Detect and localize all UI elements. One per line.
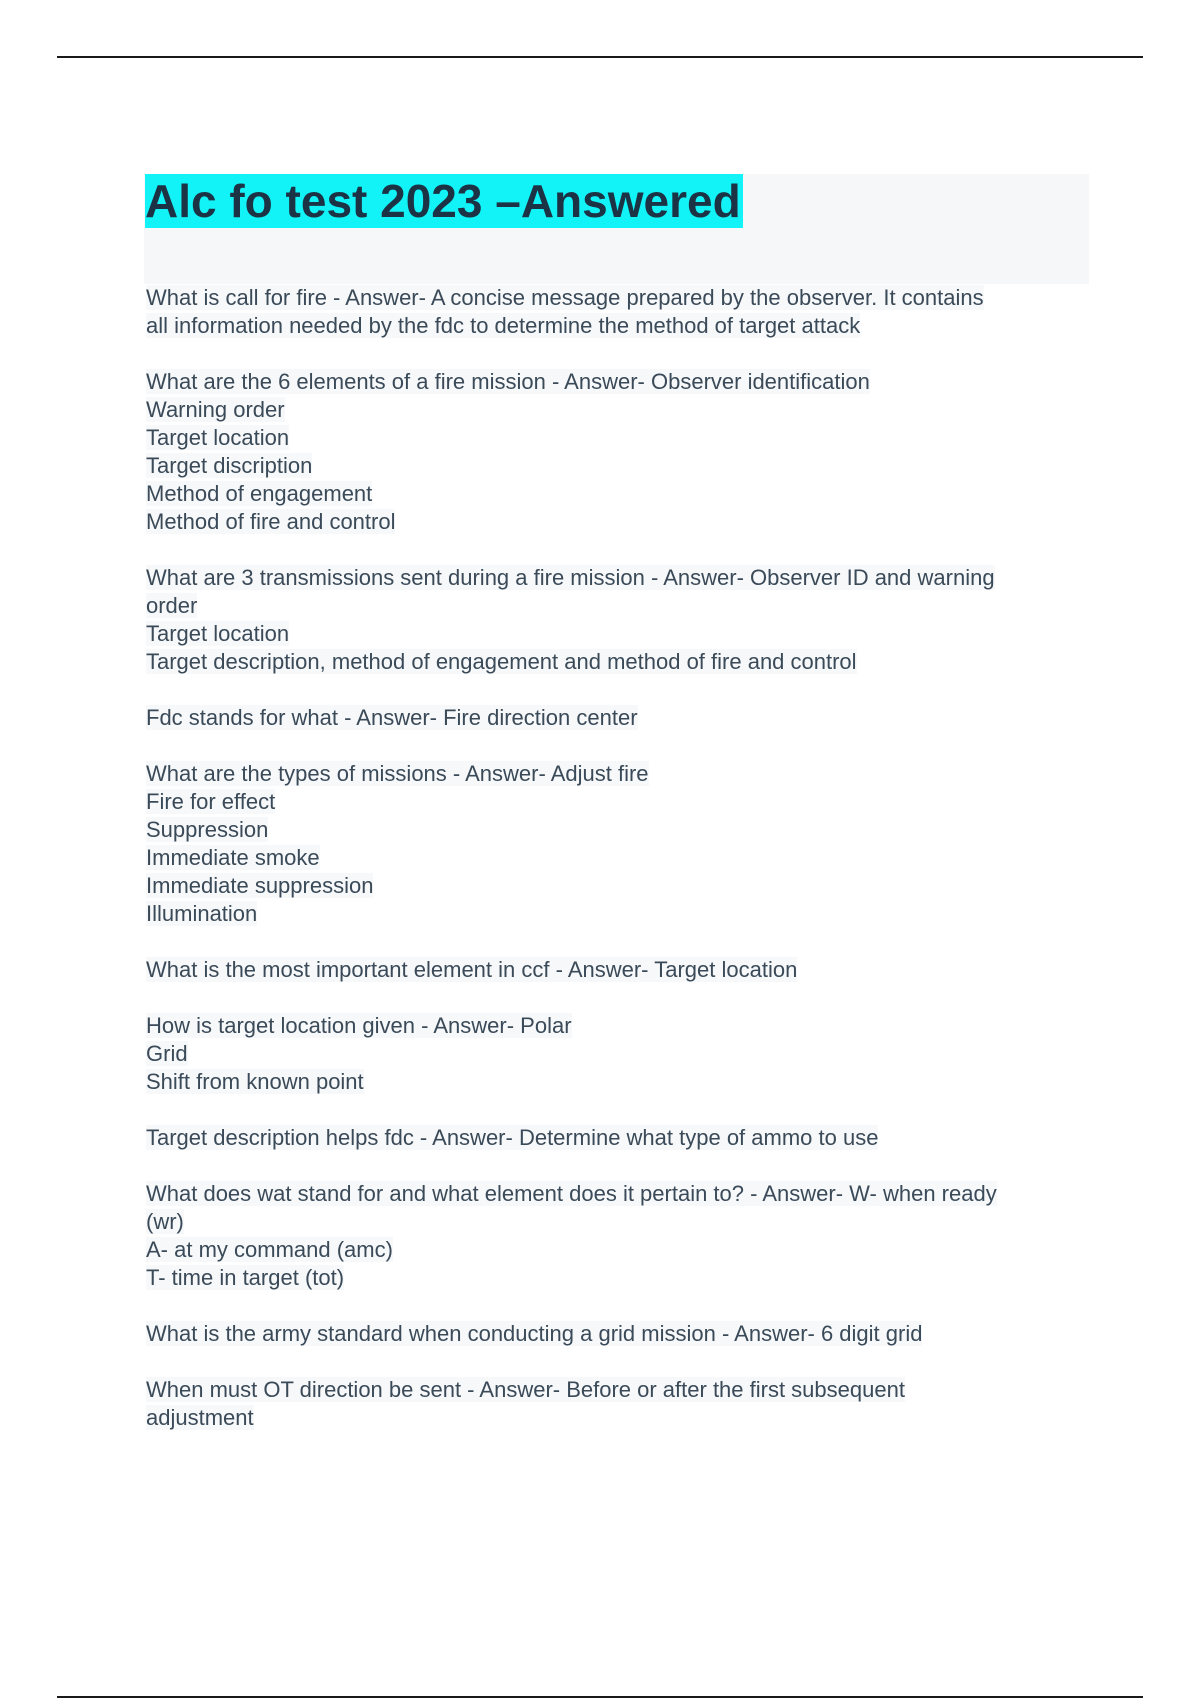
qa-item [146,1376,1091,1432]
header-rule [57,56,1143,58]
qa-item [146,1180,1091,1292]
qa-answer-line [146,620,1091,648]
qa-question-text: What are the 6 elements of a fire mission - Answer- Observer identification [146,369,870,394]
qa-item [146,284,1091,340]
qa-question [146,1124,1091,1152]
qa-answer-line [146,1068,1091,1096]
qa-answer-text: Shift from known point [146,1069,364,1094]
qa-question [146,1012,1091,1040]
qa-item [146,956,1091,984]
qa-question-text: What is the army standard when conducting a grid mission - Answer- 6 digit grid [146,1321,923,1346]
qa-answer-line [146,592,1091,620]
qa-question-text: When must OT direction be sent - Answer- Before or after the first subsequent [146,1377,905,1402]
qa-answer-text: Grid [146,1041,188,1066]
qa-answer-text: Target description, method of engagement and method of fire and control [146,649,857,674]
qa-list [146,284,1091,1460]
qa-answer-line [146,872,1091,900]
qa-question [146,1180,1091,1208]
qa-item [146,368,1091,536]
qa-answer-text: Method of engagement [146,481,373,506]
qa-answer-line [146,480,1091,508]
qa-question-text: What are 3 transmissions sent during a fire mission - Answer- Observer ID and warning [146,565,995,590]
qa-answer-text: Warning order [146,397,285,422]
qa-answer-text: (wr) [146,1209,184,1234]
qa-answer-line [146,1040,1091,1068]
qa-answer-line [146,844,1091,872]
qa-question-text: How is target location given - Answer- Polar [146,1013,572,1038]
qa-answer-line [146,396,1091,424]
qa-answer-text: Immediate smoke [146,845,320,870]
qa-answer-line [146,312,1091,340]
qa-answer-text: Illumination [146,901,258,926]
qa-answer-text: adjustment [146,1405,254,1430]
qa-answer-line [146,1264,1091,1292]
qa-answer-line [146,1404,1091,1432]
qa-question [146,368,1091,396]
qa-question-text: What is the most important element in ccf - Answer- Target location [146,957,798,982]
qa-question [146,284,1091,312]
qa-answer-line [146,648,1091,676]
qa-answer-line [146,816,1091,844]
qa-answer-text: T- time in target (tot) [146,1265,345,1290]
qa-question [146,956,1091,984]
qa-item [146,564,1091,676]
qa-item [146,704,1091,732]
qa-answer-line [146,424,1091,452]
qa-answer-text: A- at my command (amc) [146,1237,393,1262]
qa-question [146,1376,1091,1404]
qa-answer-line [146,1208,1091,1236]
qa-item [146,760,1091,928]
qa-answer-text: Suppression [146,817,269,842]
qa-answer-text: Method of fire and control [146,509,396,534]
qa-question-text: What does wat stand for and what element does it pertain to? - Answer- W- when ready [146,1181,997,1206]
qa-answer-text: Immediate suppression [146,873,374,898]
qa-answer-text: Target location [146,425,290,450]
qa-answer-line [146,452,1091,480]
qa-answer-text: Fire for effect [146,789,276,814]
qa-answer-line [146,900,1091,928]
qa-question [146,1320,1091,1348]
qa-answer-line [146,788,1091,816]
qa-question-text: What are the types of missions - Answer- Adjust fire [146,761,649,786]
qa-answer-line [146,1236,1091,1264]
qa-question [146,704,1091,732]
qa-item [146,1012,1091,1096]
document-title: Alc fo test 2023 –Answered [145,175,741,227]
qa-answer-text: Target discription [146,453,313,478]
qa-answer-text: Target location [146,621,290,646]
qa-question [146,564,1091,592]
qa-question [146,760,1091,788]
qa-question-text: What is call for fire - Answer- A concise message prepared by the observer. It contains [146,285,984,310]
qa-question-text: Fdc stands for what - Answer- Fire direction center [146,705,638,730]
qa-item [146,1320,1091,1348]
qa-answer-text: order [146,593,198,618]
qa-answer-line [146,508,1091,536]
qa-item [146,1124,1091,1152]
footer-rule [57,1696,1143,1698]
qa-question-text: Target description helps fdc - Answer- Determine what type of ammo to use [146,1125,879,1150]
qa-answer-text: all information needed by the fdc to determine the method of target attack [146,313,861,338]
